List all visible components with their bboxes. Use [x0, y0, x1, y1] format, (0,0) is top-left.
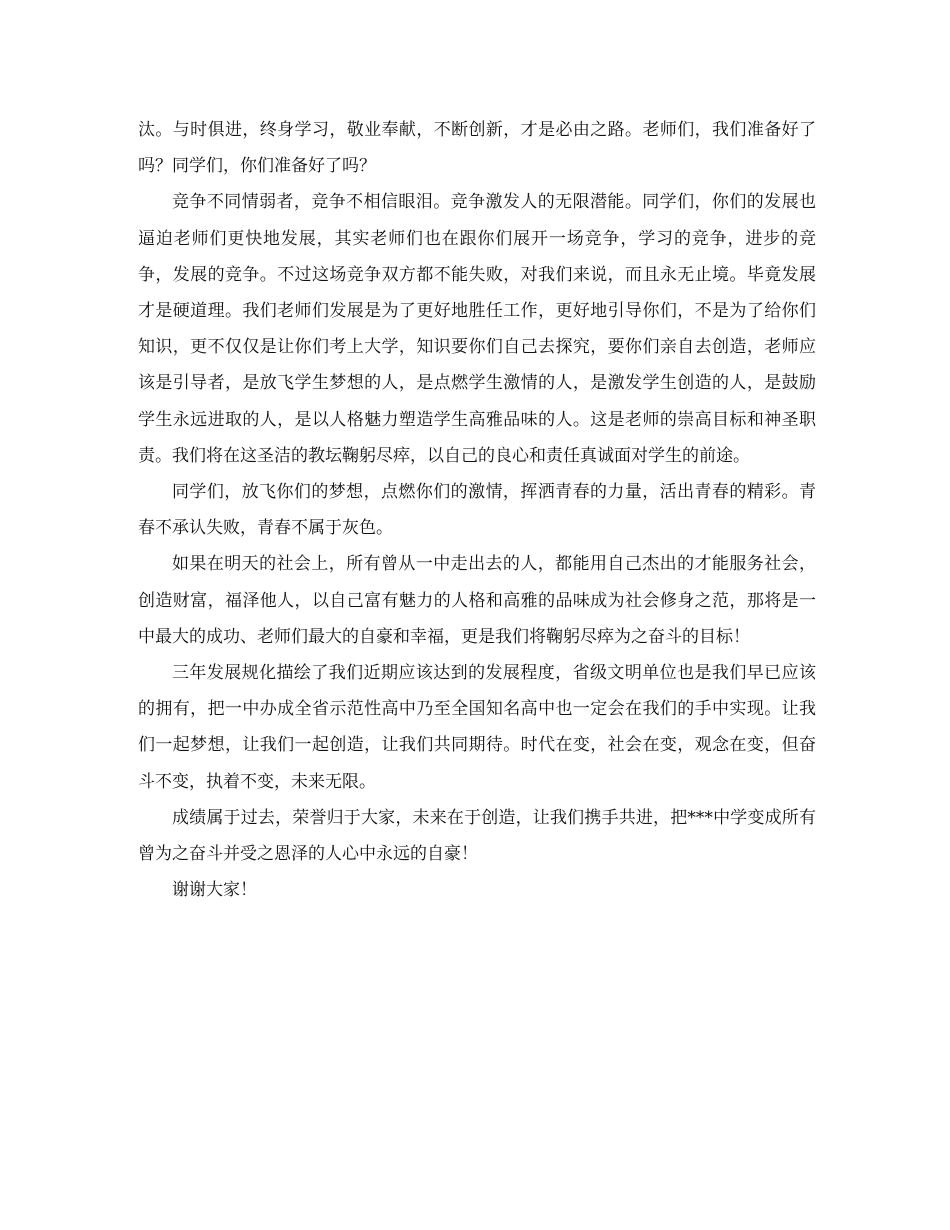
document-body [138, 112, 816, 908]
paragraph-continuation: 汰。与时俱进，终身学习，敬业奉献，不断创新，才是必由之路。老师们，我们准备好了吗？同学们，你们准备好了吗？ [138, 120, 816, 177]
paragraph-three-year-plan: 三年发展规化描绘了我们近期应该达到的发展程度，省级文明单位也是我们早已应该的拥有，把一中办成全省示范性高中乃至全国知名高中也一定会在我们的手中实现。让我们一起梦想，让我们一起创造，让我们共同期待。时代在变，社会在变，观念在变，但奋斗不变，执着不变，未来无限。 [138, 663, 816, 792]
paragraph-closing-thanks: 谢谢大家！ [172, 880, 257, 901]
paragraph-competition: 竞争不同情弱者，竞争不相信眼泪。竞争激发人的无限潜能。同学们，你们的发展也逼迫老师们更快地发展，其实老师们也在跟你们展开一场竞争，学习的竞争，进步的竞争，发展的竞争。不过这场竞争双方都不能失败，对我们来说，而且永无止境。毕竟发展才是硬道理。我们老师们发展是为了更好地胜任工作，更好地引导你们，不是为了给你们知识，更不仅仅是让你们考上大学，知识要你们自己去探究，要你们亲自去创造，老师应该是引导者，是放飞学生梦想的人，是点燃学生激情的人，是激发学生创造的人，是鼓励学生永远进取的人，是以人格魅力塑造学生高雅品味的人。这是老师的崇高目标和神圣职责。我们将在这圣洁的教坛鞠躬尽瘁，以自己的良心和责任真诚面对学生的前途。 [138, 192, 816, 466]
paragraph-achievements: 成绩属于过去，荣誉归于大家，未来在于创造，让我们携手共进，把***中学变成所有曾为之奋斗并受之恩泽的人心中永远的自豪！ [138, 807, 816, 865]
paragraph-future-society: 如果在明天的社会上，所有曾从一中走出去的人，都能用自己杰出的才能服务社会，创造财富，福泽他人，以自己富有魅力的人格和高雅的品味成为社会修身之范，那将是一中最大的成功、老师们最大的自豪和幸福，更是我们将鞠躬尽瘁为之奋斗的目标！ [138, 554, 816, 647]
paragraph-youth: 同学们，放飞你们的梦想，点燃你们的激情，挥洒青春的力量，活出青春的精彩。青春不承认失败，青春不属于灰色。 [138, 482, 816, 539]
